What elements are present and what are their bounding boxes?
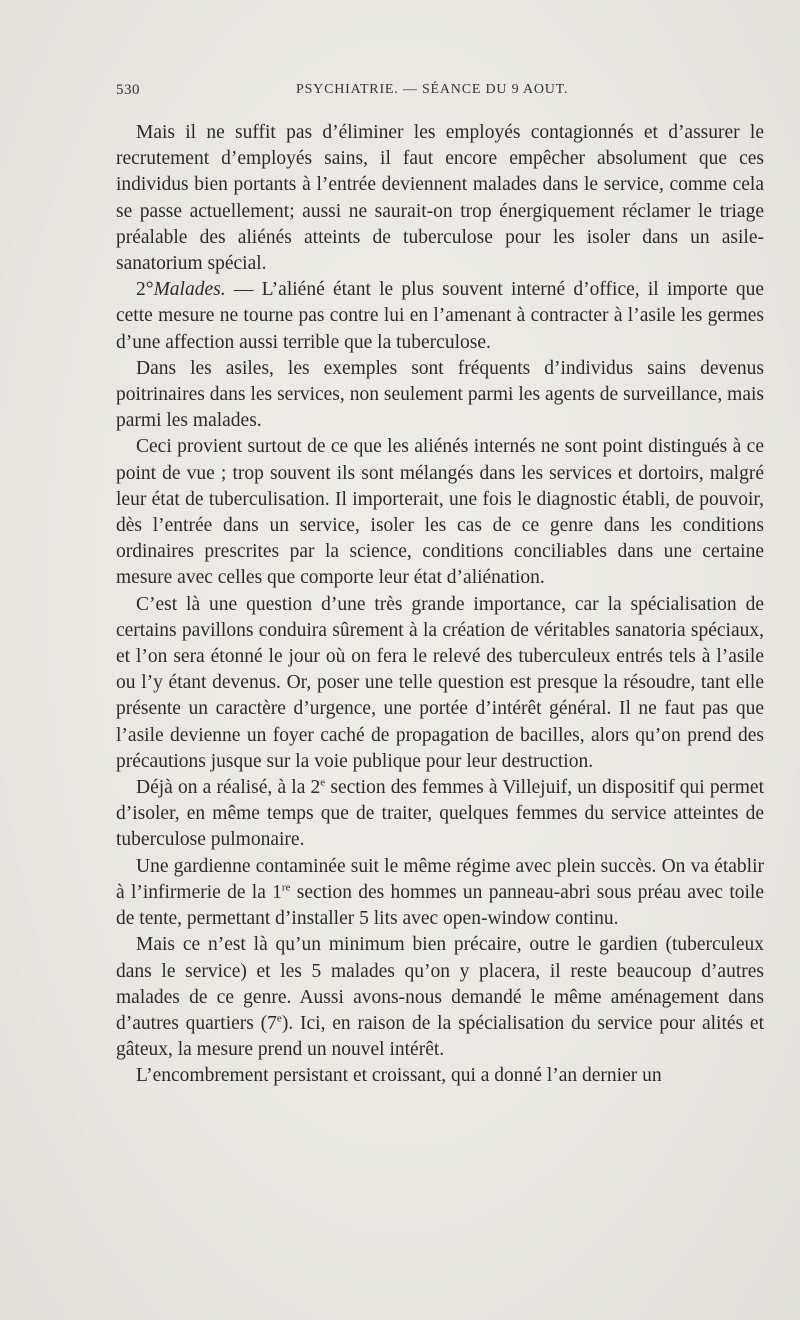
paragraph-text: Mais ce n’est là qu’un minimum bien précaire, outre le gardien (tuberculeux dans le service) et les 5 malades qu’on y placera, il reste beaucoup d’autres malades de ce genre. Aussi avons-nous demandé le même aménagement dans d’autres quartiers (7 xyxy=(116,934,764,1034)
paragraph-1 xyxy=(116,120,764,277)
paragraph-text: — L’aliéné étant le plus souvent interné d’office, il importe que cette mesure ne tourne pas contre lui en l’amenant à contracter à l’asile les germes d’une affection aussi terrible que la tuberculose. xyxy=(116,279,764,353)
paragraph-text: Mais il ne suffit pas d’éliminer les employés contagionnés et d’assurer le recrutement d’employés sains, il faut encore empêcher absolument que ces individus bien portants à l’entrée deviennent malades dans le service, comme cela se passe actuellement; aussi ne saurait-on trop énergiquement réclamer le triage préalable des aliénés atteints de tuberculose pour les isoler dans un asile-sanatorium spécial. xyxy=(116,122,764,275)
paragraph-text: ). Ici, en raison de la spécialisation du service pour alités et gâteux, la mesure prend un nouvel intérêt. xyxy=(116,1012,764,1061)
page-number: 530 xyxy=(116,82,140,98)
section-number: 2° xyxy=(136,279,154,301)
paragraph-5 xyxy=(116,592,764,775)
section-heading: Malades. xyxy=(153,279,226,301)
paragraph-8 xyxy=(116,932,764,1063)
paragraph-3 xyxy=(116,356,764,435)
paragraph-text: C’est là une question d’une très grande importance, car la spécialisation de certains pavillons conduira sûrement à la création de véritables sanatoria spéciaux, et l’on sera étonné le jour où on fera le relevé des tuberculeux entrés tels à l’asile ou l’y étant devenus. Or, poser une telle question est presque la résoudre, tant elle présente un caractère d’urgence, une portée d’intérêt général. Il ne faut pas que l’asile devienne un foyer caché de propagation de bacilles, alors qu’on prend des précautions jusque sur la voie publique pour leur destruction. xyxy=(116,593,764,772)
paragraph-text: Déjà on a réalisé, à la 2 xyxy=(136,777,321,799)
paragraph-9 xyxy=(116,1063,764,1089)
body-text xyxy=(116,120,764,1090)
running-title: PSYCHIATRIE. — SÉANCE DU 9 AOUT. xyxy=(296,82,569,97)
paragraph-text: L’encombrement persistant et croissant, qui a donné l’an dernier un xyxy=(136,1065,662,1087)
paragraph-text: section des femmes à Villejuif, un dispositif qui permet d’isoler, en même temps que de traiter, quelques femmes du service atteintes de tuberculose pulmonaire. xyxy=(116,777,764,851)
page-header xyxy=(116,82,684,106)
paragraph-text: section des hommes un panneau-abri sous préau avec toile de tente, permettant d’installer 5 lits avec open-window continu. xyxy=(116,881,765,930)
paragraph-7 xyxy=(116,854,764,933)
ordinal-superscript: e xyxy=(276,1012,282,1025)
paragraph-6 xyxy=(116,775,764,854)
paragraph-text: Une gardienne contaminée suit le même régime avec plein succès. On va établir à l’infirmerie de la 1 xyxy=(116,855,764,903)
paragraph-text: Ceci provient surtout de ce que les aliénés internés ne sont point distingués à ce point de vue ; trop souvent ils sont mélangés dans les services et dortoirs, malgré leur état de tuberculisation. Il importerait, une fois le diagnostic établi, de pouvoir, dès l’entrée dans un service, isoler les cas de ce genre dans les conditions ordinaires prescrites par la science, conditions conciliables dans une certaine mesure avec celles que comporte leur état d’aliénation. xyxy=(116,436,764,589)
paragraph-2 xyxy=(116,277,764,356)
paragraph-4 xyxy=(116,434,764,591)
ordinal-superscript: e xyxy=(320,776,326,789)
ordinal-superscript: re xyxy=(281,881,291,894)
paragraph-text: Dans les asiles, les exemples sont fréquents d’individus sains devenus poitrinaires dans les services, non seulement parmi les agents de surveillance, mais parmi les malades. xyxy=(116,357,764,432)
